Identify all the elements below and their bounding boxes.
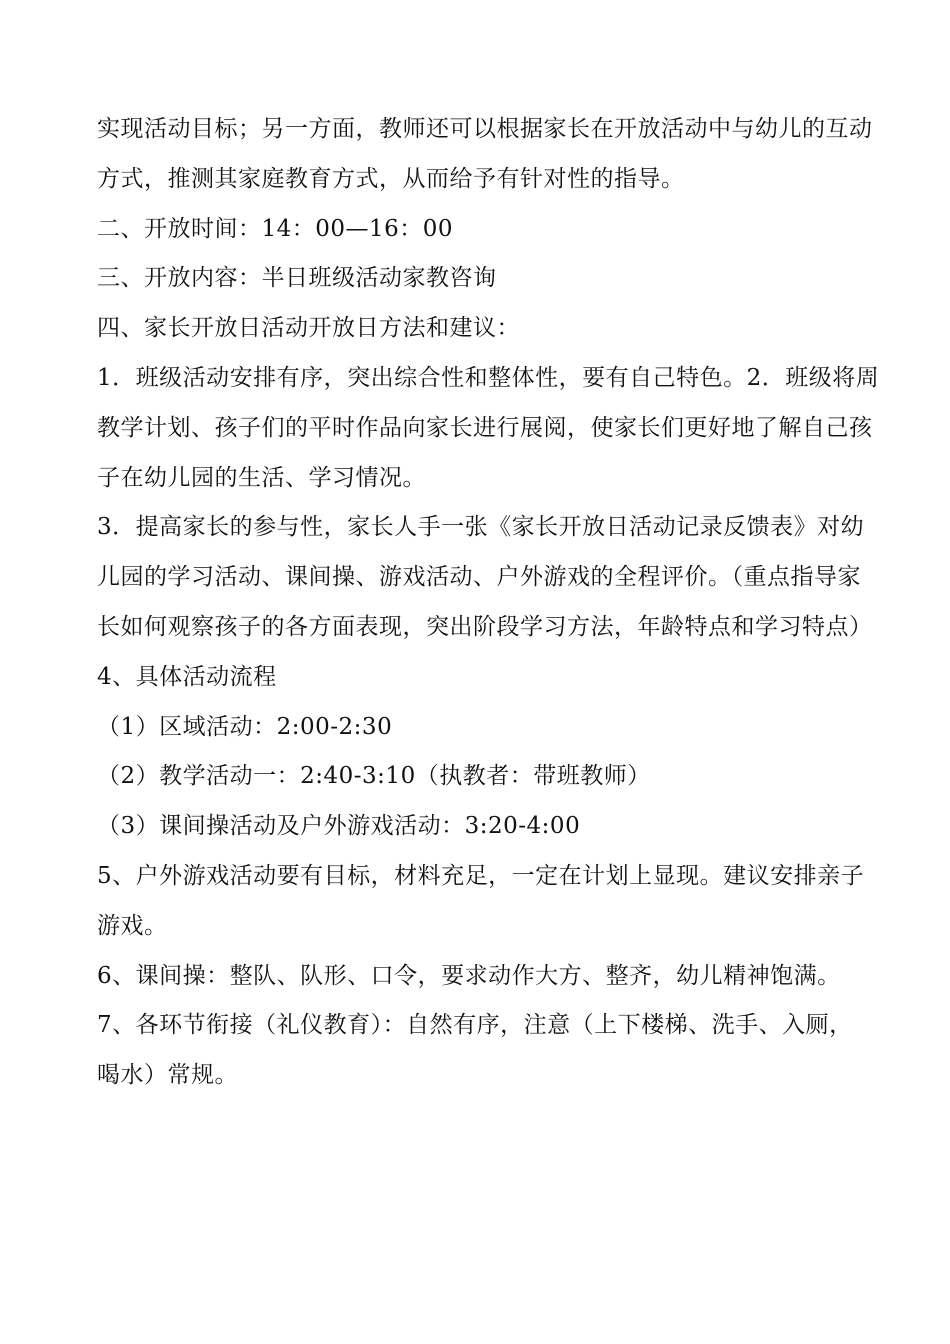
list-item-teaching-activity: （2）教学活动一：2:40-3:10（执教者：带班教师）: [97, 763, 651, 790]
list-heading-activity-flow: 4、具体活动流程: [97, 663, 277, 690]
section-heading-methods: 四、家长开放日活动开放日方法和建议：: [97, 315, 520, 342]
paragraph-line: 教学计划、孩子们的平时作品向家长进行展阅，使家长们更好地了解自己孩: [97, 414, 873, 441]
paragraph-line: 3．提高家长的参与性，家长人手一张《家长开放日活动记录反馈表》对幼: [97, 514, 865, 541]
paragraph-line: 游戏。: [97, 912, 168, 939]
section-heading-open-content: 三、开放内容：半日班级活动家教咨询: [97, 265, 497, 292]
list-item-area-activity: （1）区域活动：2:00-2:30: [97, 713, 393, 740]
paragraph-line: 儿园的学习活动、课间操、游戏活动、户外游戏的全程评价。（重点指导家: [97, 564, 861, 591]
paragraph-line: 6、课间操：整队、队形、口令，要求动作大方、整齐，幼儿精神饱满。: [97, 962, 841, 989]
document-body: [97, 105, 880, 1101]
paragraph-line: 子在幼儿园的生活、学习情况。: [97, 464, 426, 491]
paragraph-line: 7、各环节衔接（礼仪教育）：自然有序，注意（上下楼梯、洗手、入厕，: [97, 1012, 853, 1039]
section-heading-open-time: 二、开放时间：14：00—16：00: [97, 215, 454, 242]
paragraph-line: 喝水）常规。: [97, 1062, 238, 1089]
paragraph-line: 实现活动目标；另一方面，教师还可以根据家长在开放活动中与幼儿的互动: [97, 116, 873, 142]
paragraph-line: 5、户外游戏活动要有目标，材料充足，一定在计划上显现。建议安排亲子: [97, 862, 865, 889]
paragraph-line: 方式，推测其家庭教育方式，从而给予有针对性的指导。: [97, 165, 685, 192]
paragraph-line: 长如何观察孩子的各方面表现，突出阶段学习方法，年龄特点和学习特点）: [97, 613, 873, 640]
paragraph-line: 1．班级活动安排有序，突出综合性和整体性，要有自己特色。2．班级将周: [97, 364, 880, 391]
list-item-exercise-activity: （3）课间操活动及户外游戏活动：3:20-4:00: [97, 813, 581, 840]
